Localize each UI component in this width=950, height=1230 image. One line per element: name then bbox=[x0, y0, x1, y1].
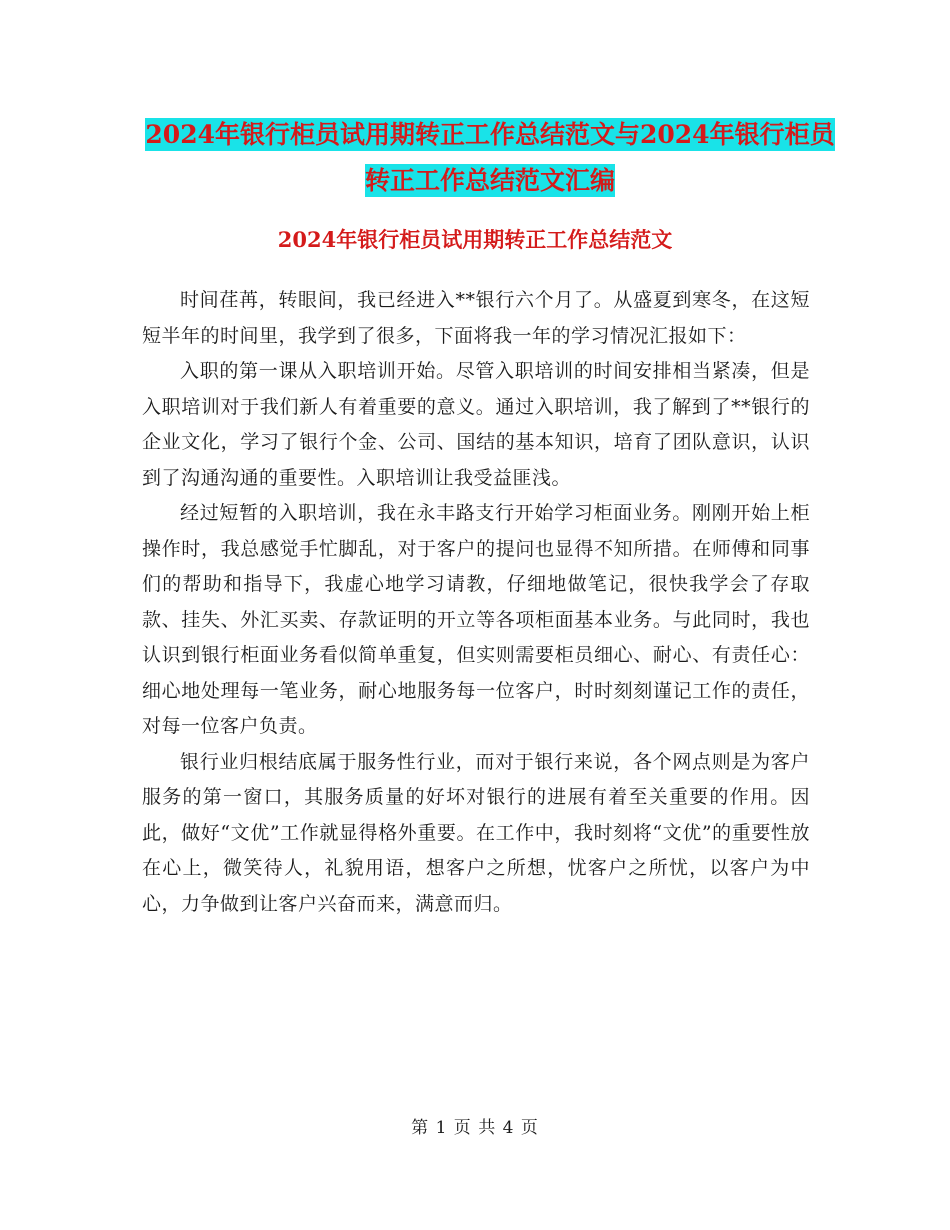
document-body bbox=[142, 283, 810, 922]
paragraph: 经过短暂的入职培训，我在永丰路支行开始学习柜面业务。刚刚开始上柜操作时，我总感觉手忙脚乱，对于客户的提问也显得不知所措。在师傅和同事们的帮助和指导下，我虚心地学习请教，仔细地做笔记，很快我学会了存取款、挂失、外汇买卖、存款证明的开立等各项柜面基本业务。与此同时，我也认识到银行柜面业务看似简单重复，但实则需要柜员细心、耐心、有责任心：细心地处理每一笔业务，耐心地服务每一位客户，时时刻刻谨记工作的责任，对每一位客户负责。 bbox=[142, 502, 810, 737]
paragraph: 入职的第一课从入职培训开始。尽管入职培训的时间安排相当紧凑，但是入职培训对于我们新人有着重要的意义。通过入职培训，我了解到了**银行的企业文化，学习了银行个金、公司、国结的基本知识，培育了团队意识，认识到了沟通沟通的重要性。入职培训让我受益匪浅。 bbox=[142, 360, 810, 489]
paragraph: 时间荏苒，转眼间，我已经进入**银行六个月了。从盛夏到寒冬，在这短短半年的时间里，我学到了很多，下面将我一年的学习情况汇报如下： bbox=[142, 289, 810, 347]
document-title bbox=[140, 112, 840, 204]
section-title: 2024年银行柜员试用期转正工作总结范文 bbox=[277, 227, 673, 252]
paragraph: 银行业归根结底属于服务性行业，而对于银行来说，各个网点则是为客户服务的第一窗口，其服务质量的好坏对银行的进展有着至关重要的作用。因此，做好“文优”工作就显得格外重要。在工作中，我时刻将“文优”的重要性放在心上，微笑待人，礼貌用语，想客户之所想，忧客户之所忧，以客户为中心，力争做到让客户兴奋而来，满意而归。 bbox=[142, 750, 810, 915]
document-title-text: 2024年银行柜员试用期转正工作总结范文与2024年银行柜员转正工作总结范文汇编 bbox=[145, 120, 835, 195]
page-footer: 第 1 页 共 4 页 bbox=[411, 1118, 539, 1138]
